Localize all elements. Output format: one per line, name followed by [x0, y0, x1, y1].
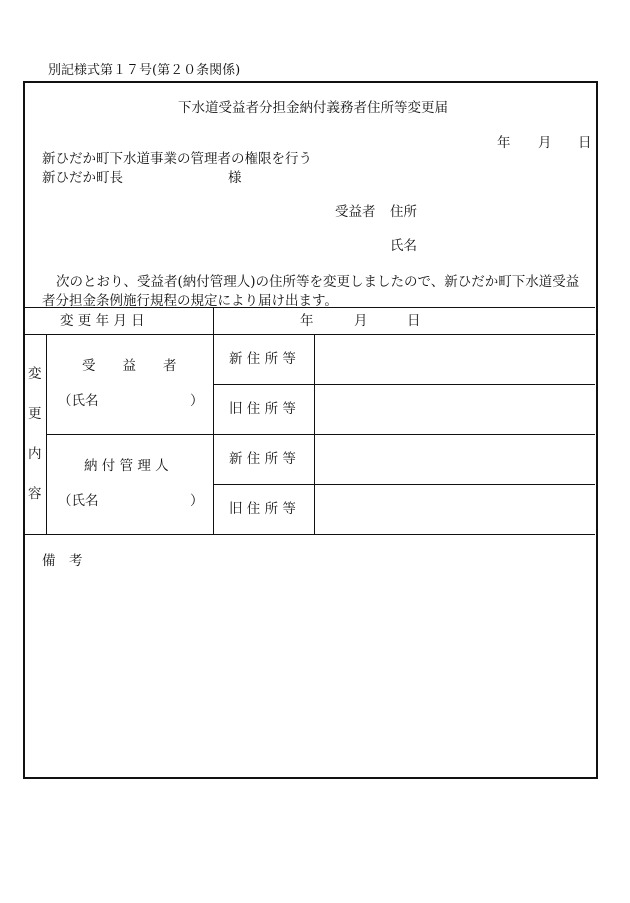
beneficiary-name-close: ） [190, 393, 204, 409]
beneficiary-label: 受 益 者 [82, 358, 177, 374]
payment-manager-old-address-label: 旧 住 所 等 [229, 501, 296, 517]
section-label-char-3: 内 [28, 446, 42, 462]
addressee-line2: 新ひだか町長 [42, 170, 123, 186]
beneficiary-new-address-label: 新 住 所 等 [229, 351, 296, 367]
notice-text: 次のとおり、受益者(納付管理人)の住所等を変更しましたので、新ひだか町下水道受益者分担金条例施行規程の規定により届け出ます。 [42, 274, 580, 309]
payment-manager-name-close: ） [190, 493, 204, 509]
payment-manager-name-open: （氏名 [58, 493, 99, 509]
applicant-label: 受益者 [335, 204, 376, 220]
change-date-row-rule [24, 334, 595, 335]
table-bottom-rule [24, 534, 595, 535]
table-top-rule [24, 307, 595, 308]
beneficiary-name-open: （氏名 [58, 393, 99, 409]
section-label-char-1: 変 [28, 366, 42, 382]
date-column-divider [213, 307, 214, 534]
remarks-label: 備 考 [42, 553, 83, 569]
section-label-char-2: 更 [28, 406, 42, 422]
payment-manager-label: 納 付 管 理 人 [84, 458, 169, 474]
change-date-label: 変 更 年 月 日 [60, 313, 145, 329]
submit-month-label: 月 [538, 135, 552, 151]
address-label-divider [314, 334, 315, 534]
submit-day-label: 日 [578, 135, 592, 151]
section-label-char-4: 容 [28, 486, 42, 502]
change-day-label: 日 [407, 313, 421, 329]
honorific: 様 [228, 170, 242, 186]
form-number-caption: 別記様式第１７号(第２０条関係) [48, 63, 241, 78]
form-title: 下水道受益者分担金納付義務者住所等変更届 [178, 100, 448, 116]
submit-year-label: 年 [497, 135, 511, 151]
applicant-address-label: 住所 [390, 204, 417, 220]
section-divider [46, 434, 595, 435]
beneficiary-address-divider [213, 384, 595, 385]
payment-manager-new-address-label: 新 住 所 等 [229, 451, 296, 467]
change-year-label: 年 [300, 313, 314, 329]
section-label-divider [46, 334, 47, 534]
applicant-name-label: 氏名 [390, 238, 417, 254]
change-month-label: 月 [354, 313, 368, 329]
beneficiary-old-address-label: 旧 住 所 等 [229, 401, 296, 417]
addressee-line1: 新ひだか町下水道事業の管理者の権限を行う [42, 151, 312, 167]
manager-address-divider [213, 484, 595, 485]
